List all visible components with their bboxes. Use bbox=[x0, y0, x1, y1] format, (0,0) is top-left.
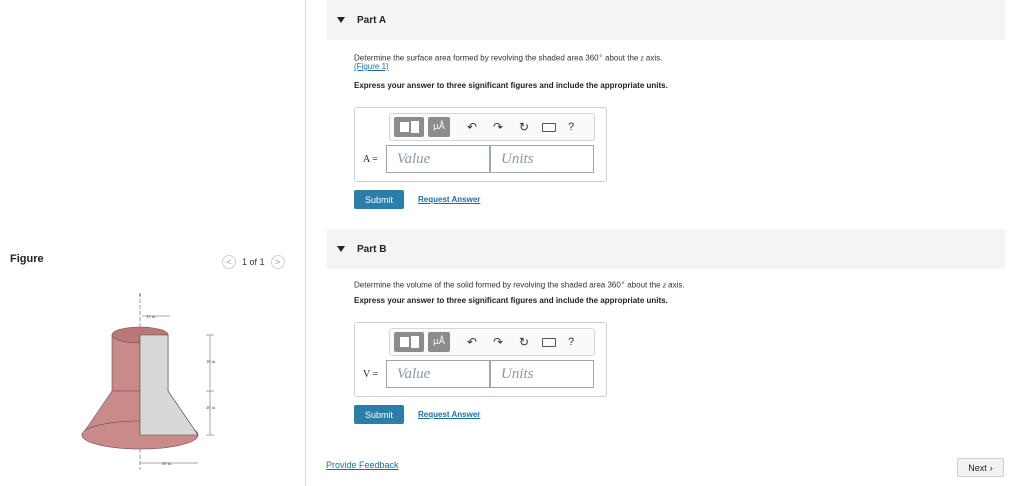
figure-link[interactable]: (Figure 1) bbox=[354, 62, 389, 71]
figure-title: Figure bbox=[10, 253, 44, 265]
part-b-toolbar bbox=[389, 328, 595, 356]
undo-icon[interactable]: ↶ bbox=[466, 335, 478, 349]
part-a-value-input[interactable]: Value bbox=[386, 145, 490, 173]
z-axis-label: z bbox=[139, 293, 141, 298]
part-b-label: Part B bbox=[357, 243, 387, 255]
template-icon bbox=[400, 122, 409, 132]
units-button[interactable]: μÅ bbox=[428, 332, 450, 352]
chevron-left-icon[interactable]: < bbox=[222, 255, 236, 269]
template-icon bbox=[400, 337, 409, 347]
figure-counter: 1 of 1 bbox=[242, 257, 265, 267]
upper-height-label: 18 in. bbox=[206, 359, 217, 364]
templates-button[interactable] bbox=[394, 332, 424, 352]
part-a-label: Part A bbox=[357, 14, 387, 26]
provide-feedback-link[interactable]: Provide Feedback bbox=[326, 460, 399, 470]
part-a-submit-button[interactable]: Submit bbox=[354, 190, 404, 209]
part-a-units-input[interactable]: Units bbox=[490, 145, 594, 173]
keyboard-icon[interactable] bbox=[542, 123, 556, 132]
chevron-right-icon[interactable]: > bbox=[271, 255, 285, 269]
redo-icon[interactable]: ↷ bbox=[492, 335, 504, 349]
chevron-right-icon: › bbox=[989, 462, 993, 473]
help-icon[interactable]: ? bbox=[568, 121, 575, 133]
part-a-request-answer-link[interactable]: Request Answer bbox=[418, 195, 481, 204]
top-width-label: 15 in. bbox=[146, 314, 157, 319]
next-button-label: Next bbox=[968, 462, 987, 473]
part-b-header[interactable] bbox=[327, 229, 1005, 269]
part-b-instruction: Express your answer to three significant figures and include the appropriate units. bbox=[354, 296, 668, 305]
next-button[interactable] bbox=[957, 458, 1004, 477]
lower-height-label: 20 in. bbox=[206, 405, 217, 410]
caret-down-icon[interactable] bbox=[337, 246, 345, 252]
revolved-solid-figure bbox=[70, 285, 240, 475]
part-b-request-answer-link[interactable]: Request Answer bbox=[418, 410, 481, 419]
help-icon[interactable]: ? bbox=[568, 336, 575, 348]
figure-pane bbox=[0, 0, 306, 486]
part-b-question: Determine the volume of the solid formed by revolving the shaded area 360∘ about the z axis. bbox=[354, 279, 685, 290]
units-button[interactable]: μÅ bbox=[428, 117, 450, 137]
part-a-question: Determine the surface area formed by revolving the shaded area 360∘ about the z axis. bbox=[354, 52, 663, 63]
undo-icon[interactable]: ↶ bbox=[466, 120, 478, 134]
part-a-header[interactable] bbox=[327, 0, 1005, 40]
part-b-answer-box bbox=[354, 322, 607, 397]
part-a-variable-label: A = bbox=[363, 154, 378, 165]
redo-icon[interactable]: ↷ bbox=[492, 120, 504, 134]
templates-button[interactable] bbox=[394, 117, 424, 137]
reset-icon[interactable]: ↻ bbox=[518, 120, 530, 134]
shaded-area bbox=[140, 335, 198, 435]
keyboard-icon[interactable] bbox=[542, 338, 556, 347]
base-width-label: 30 in. bbox=[162, 461, 173, 466]
caret-down-icon[interactable] bbox=[337, 17, 345, 23]
part-a-toolbar bbox=[389, 113, 595, 141]
part-b-submit-button[interactable]: Submit bbox=[354, 405, 404, 424]
part-b-value-input[interactable]: Value bbox=[386, 360, 490, 388]
question-pane bbox=[307, 0, 1024, 486]
part-b-variable-label: V = bbox=[363, 369, 379, 380]
part-a-answer-box bbox=[354, 107, 607, 182]
reset-icon[interactable]: ↻ bbox=[518, 335, 530, 349]
figure-navigation bbox=[222, 255, 285, 269]
part-a-instruction: Express your answer to three significant figures and include the appropriate units. bbox=[354, 81, 668, 90]
part-b-units-input[interactable]: Units bbox=[490, 360, 594, 388]
